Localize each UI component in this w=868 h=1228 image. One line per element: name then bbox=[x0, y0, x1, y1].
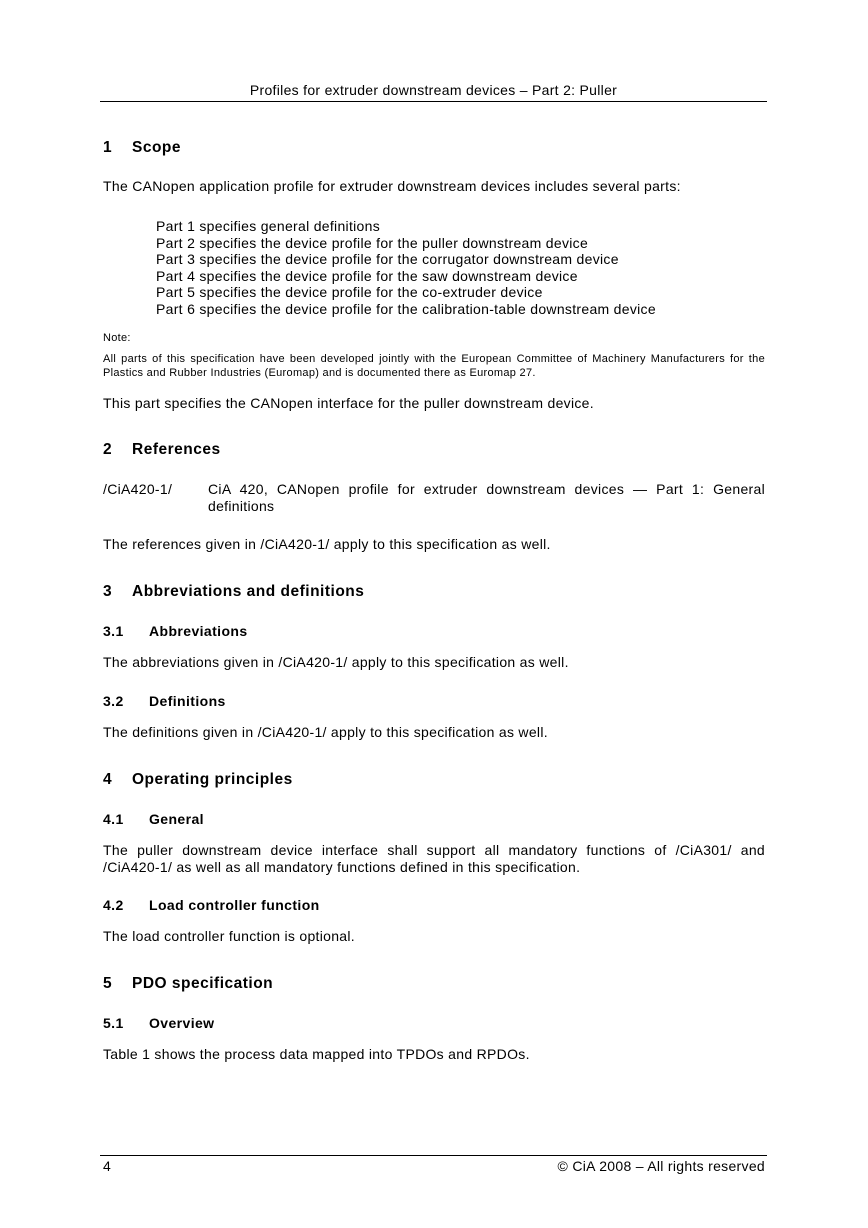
scope-closing: This part specifies the CANopen interface for the puller downstream device. bbox=[103, 395, 594, 411]
section-title: PDO specification bbox=[132, 975, 274, 992]
list-item: Part 2 specifies the device profile for the puller downstream device bbox=[156, 234, 589, 251]
section-number: 2 bbox=[103, 441, 113, 458]
section-5-heading bbox=[103, 975, 273, 993]
header-rule bbox=[100, 101, 767, 102]
abbreviations-text: The abbreviations given in /CiA420-1/ apply to this specification as well. bbox=[103, 654, 569, 670]
note-text: All parts of this specification have been developed jointly with the European Committee of Machinery Manufacturers for the Plastics and Rubber Industries (Euromap) and is documented there as Euromap 27. bbox=[103, 353, 765, 379]
list-item: Part 4 specifies the device profile for the saw downstream device bbox=[156, 267, 578, 284]
subsection-3-1-heading bbox=[103, 623, 248, 639]
page-number: 4 bbox=[103, 1158, 111, 1174]
section-3-heading bbox=[103, 583, 364, 601]
definitions-text: The definitions given in /CiA420-1/ apply to this specification as well. bbox=[103, 724, 548, 740]
reference-text: CiA 420, CANopen profile for extruder downstream devices — Part 1: General definitions bbox=[208, 481, 765, 514]
section-title: References bbox=[132, 441, 221, 458]
overview-text: Table 1 shows the process data mapped into TPDOs and RPDOs. bbox=[103, 1046, 530, 1062]
section-title: Operating principles bbox=[132, 771, 293, 788]
list-item: Part 6 specifies the device profile for the calibration-table downstream device bbox=[156, 300, 656, 317]
scope-intro: The CANopen application profile for extruder downstream devices includes several parts: bbox=[103, 178, 681, 194]
copyright-notice: © CiA 2008 – All rights reserved bbox=[557, 1158, 765, 1174]
section-title: Scope bbox=[132, 139, 182, 156]
note-label: Note: bbox=[103, 332, 131, 344]
subsection-title: Abbreviations bbox=[149, 623, 248, 639]
section-number: 5 bbox=[103, 975, 113, 992]
section-2-heading bbox=[103, 441, 221, 459]
list-item: Part 3 specifies the device profile for the corrugator downstream device bbox=[156, 251, 619, 268]
subsection-number: 5.1 bbox=[103, 1015, 124, 1031]
subsection-title: Overview bbox=[149, 1015, 215, 1031]
subsection-title: Definitions bbox=[149, 693, 226, 709]
references-closing: The references given in /CiA420-1/ apply to this specification as well. bbox=[103, 536, 551, 552]
subsection-number: 4.1 bbox=[103, 811, 124, 827]
section-number: 4 bbox=[103, 771, 113, 788]
subsection-number: 4.2 bbox=[103, 897, 124, 913]
subsection-number: 3.2 bbox=[103, 693, 124, 709]
section-4-heading bbox=[103, 771, 293, 789]
list-item: Part 1 specifies general definitions bbox=[156, 218, 381, 234]
subsection-title: General bbox=[149, 811, 204, 827]
subsection-3-2-heading bbox=[103, 693, 226, 709]
subsection-number: 3.1 bbox=[103, 623, 124, 639]
general-text: The puller downstream device interface shall support all mandatory functions of /CiA301/ and /CiA420-1/ as well as all mandatory functions defined in this specification. bbox=[103, 842, 765, 875]
subsection-title: Load controller function bbox=[149, 897, 320, 913]
subsection-4-2-heading bbox=[103, 897, 320, 913]
load-controller-text: The load controller function is optional. bbox=[103, 928, 355, 944]
parts-list bbox=[156, 218, 656, 318]
subsection-4-1-heading bbox=[103, 811, 204, 827]
list-item: Part 5 specifies the device profile for the co-extruder device bbox=[156, 284, 543, 301]
section-number: 3 bbox=[103, 583, 113, 600]
section-number: 1 bbox=[103, 139, 113, 156]
section-1-heading bbox=[103, 139, 181, 157]
subsection-5-1-heading bbox=[103, 1015, 214, 1031]
section-title: Abbreviations and definitions bbox=[132, 583, 365, 600]
reference-tag: /CiA420-1/ bbox=[103, 481, 173, 497]
running-header: Profiles for extruder downstream devices – Part 2: Puller bbox=[249, 82, 618, 98]
footer-rule bbox=[100, 1155, 767, 1156]
